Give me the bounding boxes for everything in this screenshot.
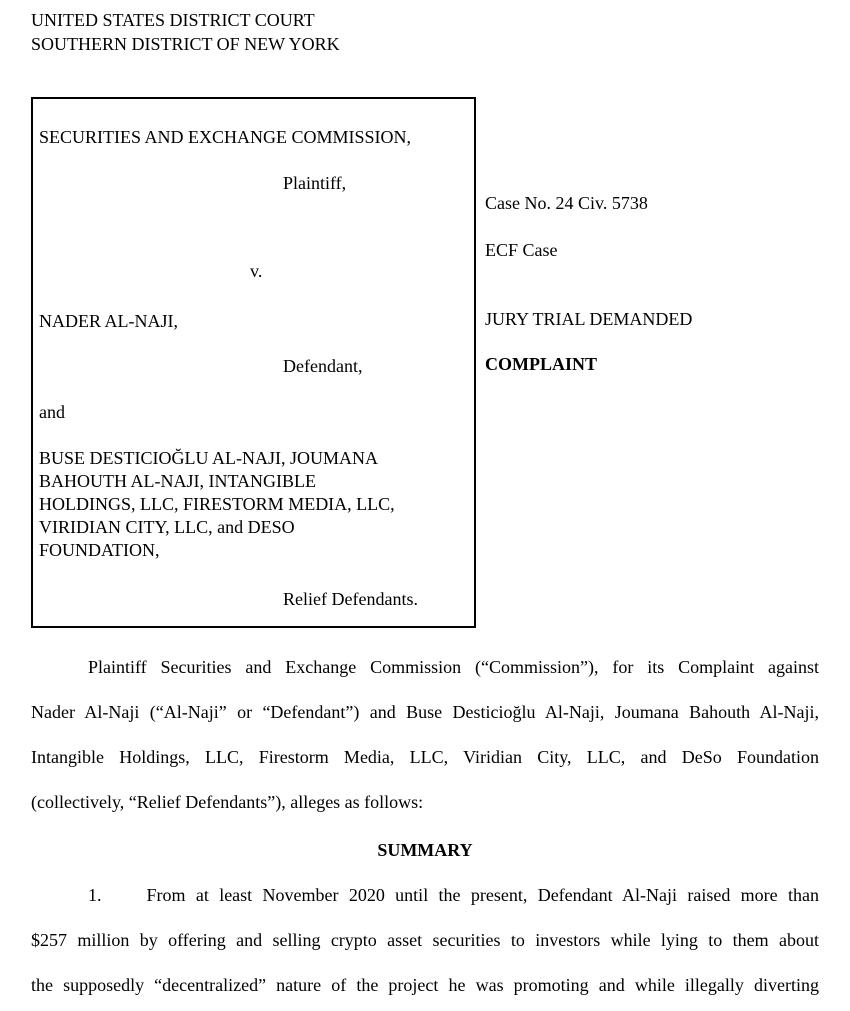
complaint-title: COMPLAINT	[485, 354, 597, 374]
relief-defendant-line: VIRIDIAN CITY, LLC, and DESO	[39, 517, 295, 537]
defendant-label: Defendant,	[283, 356, 363, 376]
caption-section	[31, 97, 819, 628]
paragraph-1-line: the supposedly “decentralized” nature of the project he was promoting and while illegally diverting	[31, 975, 819, 995]
intro-paragraph-line: Nader Al-Naji (“Al-Naji” or “Defendant”) and Buse Desticioğlu Al-Naji, Joumana Bahouth Al-Naji,	[31, 702, 819, 722]
relief-defendant-line: HOLDINGS, LLC, FIRESTORM MEDIA, LLC,	[39, 494, 395, 514]
case-number: Case No. 24 Civ. 5738	[485, 193, 648, 213]
court-name-line2: SOUTHERN DISTRICT OF NEW YORK	[31, 34, 340, 54]
plaintiff-label: Plaintiff,	[283, 173, 347, 193]
summary-heading: SUMMARY	[377, 840, 473, 860]
court-header	[31, 0, 819, 56]
intro-paragraph-line: (collectively, “Relief Defendants”), alleges as follows:	[31, 792, 424, 812]
relief-defendant-line: BAHOUTH AL-NAJI, INTANGIBLE	[39, 471, 317, 491]
ecf-case-label: ECF Case	[485, 240, 558, 260]
defendant-name: NADER AL-NAJI,	[39, 311, 178, 331]
court-name-line1: UNITED STATES DISTRICT COURT	[31, 10, 315, 30]
case-caption-box	[31, 97, 476, 628]
intro-paragraph-line: Intangible Holdings, LLC, Firestorm Media, LLC, Viridian City, LLC, and DeSo Foundation	[31, 747, 819, 767]
relief-defendant-line: BUSE DESTICIOĞLU AL-NAJI, JOUMANA	[39, 448, 378, 468]
jury-trial-demanded-label: JURY TRIAL DEMANDED	[485, 309, 693, 329]
document-body	[31, 645, 819, 1008]
paragraph-1-line	[31, 873, 819, 918]
relief-defendant-line: FOUNDATION,	[39, 540, 160, 560]
intro-paragraph-line: Plaintiff Securities and Exchange Commission (“Commission”), for its Complaint against	[88, 657, 819, 677]
paragraph-1-text: From at least November 2020 until the present, Defendant Al-Naji raised more than	[146, 885, 819, 905]
relief-defendants-label: Relief Defendants.	[283, 589, 418, 609]
paragraph-1-line: $257 million by offering and selling crypto asset securities to investors while lying to them about	[31, 930, 819, 950]
versus-label: v.	[250, 261, 263, 281]
plaintiff-name: SECURITIES AND EXCHANGE COMMISSION,	[39, 127, 412, 147]
paragraph-1-number: 1.	[88, 885, 102, 905]
and-connector: and	[39, 402, 65, 422]
case-info-column	[485, 97, 819, 376]
relief-defendants-names	[33, 447, 474, 562]
